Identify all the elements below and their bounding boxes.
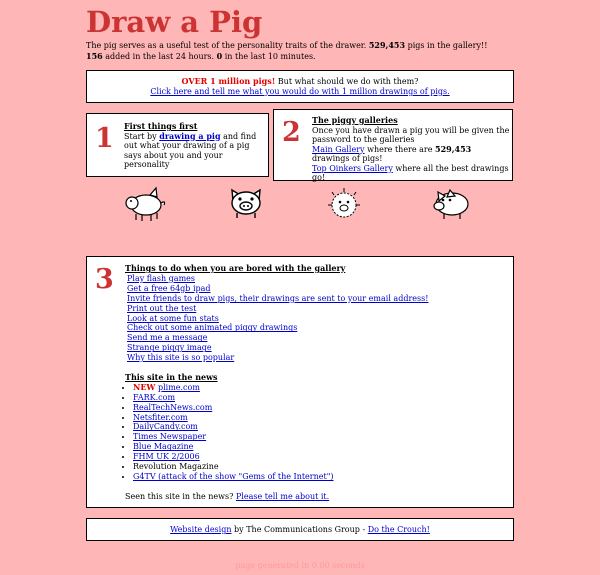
list-item [133,452,509,462]
list-item [127,333,509,343]
things-heading: Things to do when you are bored with the gallery [125,263,346,273]
intro-text: The pig serves as a useful test of the personality traits of the drawer. 529,453 pigs in the gallery!! 156 added in the last 24 hours. 0 in the last 10 minutes. [86,40,488,61]
list-item [133,442,509,452]
announcement-box: OVER 1 million pigs! But what should we do with them? Click here and tell me what you would do with 1 million drawings of pigs. [86,70,514,103]
million-pigs-link[interactable]: Click here and tell me what you would do with 1 million drawings of pigs. [150,87,450,96]
list-item [127,343,509,353]
pig-drawing-icon [326,186,362,224]
footer-box: Website design by The Communications Group - Do the Crouch! [86,518,514,541]
list-item [133,462,509,472]
pig-count: 529,453 [368,40,406,50]
added-count: 156 [86,51,103,61]
list-item [127,323,509,333]
pig-drawing-icon [124,186,166,222]
things-link[interactable]: Invite friends to draw pigs, their drawings are sent to your email address! [127,293,429,303]
draw-a-pig-link[interactable]: drawing a pig [159,130,221,141]
things-link[interactable]: Play flash games [127,273,195,283]
list-item [133,432,509,442]
list-item [127,314,509,324]
list-item [133,472,509,482]
list-item [133,393,509,403]
news-link[interactable]: Times Newspaper [133,432,207,442]
step1-box: 1 First things first Start by drawing a pig and find out what your drawing of a pig says about you and your personality [86,113,269,177]
list-item [127,284,509,294]
main-gallery-link[interactable]: Main Gallery [312,144,365,154]
news-link[interactable]: Blue Magazine [133,442,194,452]
things-link[interactable]: Print out the test [127,303,197,313]
new-badge: NEW [133,381,156,392]
list-item [133,403,509,413]
list-item [133,422,509,432]
news-link[interactable]: Netsfiter.com [133,412,188,422]
pig-drawing-icon [430,186,472,220]
step2-heading: The piggy galleries [312,115,398,125]
news-text: Revolution Magazine [133,462,219,472]
news-heading: This site in the news [125,371,218,382]
page-title: Draw a Pig [86,5,263,39]
do-the-crouch-link[interactable]: Do the Crouch! [367,525,430,534]
things-link[interactable]: Why this site is so popular [127,353,235,363]
step1-heading: First things first [124,121,198,131]
list-item [133,413,509,423]
things-link[interactable]: Send me a message [127,333,208,343]
step2-number: 2 [282,117,301,148]
things-link[interactable]: Get a free 64gb ipad [127,283,211,293]
list-item [127,274,509,284]
page-generated-text: page generated in 0.00 seconds [235,561,365,570]
things-list [125,274,509,363]
step1-number: 1 [95,123,114,154]
website-design-link[interactable]: Website design [170,525,232,534]
seen-in-news: Seen this site in the news? Please tell me about it. [125,491,330,501]
tell-me-link[interactable]: Please tell me about it. [235,491,330,501]
things-link[interactable]: Look at some fun stats [127,313,219,323]
news-link[interactable]: DailyCandy.com [133,422,198,432]
recent-count: 0 [216,51,223,61]
top-oinkers-link[interactable]: Top Oinkers Gallery [312,163,393,173]
list-item [133,383,509,393]
list-item [127,353,509,363]
things-link[interactable]: Strange piggy image [127,343,212,353]
news-link[interactable]: FARK.com [133,392,176,402]
list-item [127,304,509,314]
step3-box [86,256,514,508]
news-link[interactable]: RealTechNews.com [133,402,213,412]
pig-drawings [86,186,514,232]
step2-box: 2 The piggy galleries Once you have drawn a pig you will be given the password to the galleries Main Gallery where there are 529,453 drawings of pigs! Top Oinkers Gallery where all the best drawings go! [273,109,513,181]
list-item [127,294,509,304]
things-link[interactable]: Check out some animated piggy drawings [127,323,298,333]
news-link[interactable]: FHM UK 2/2006 [133,452,200,462]
million-pigs-highlight: OVER 1 million pigs! [181,76,276,86]
pig-drawing-icon [226,186,266,220]
step3-number: 3 [95,264,114,295]
news-list [125,383,509,482]
news-link[interactable]: plime.com [157,382,200,392]
news-link[interactable]: G4TV (attack of the show "Gems of the Internet") [133,472,334,482]
